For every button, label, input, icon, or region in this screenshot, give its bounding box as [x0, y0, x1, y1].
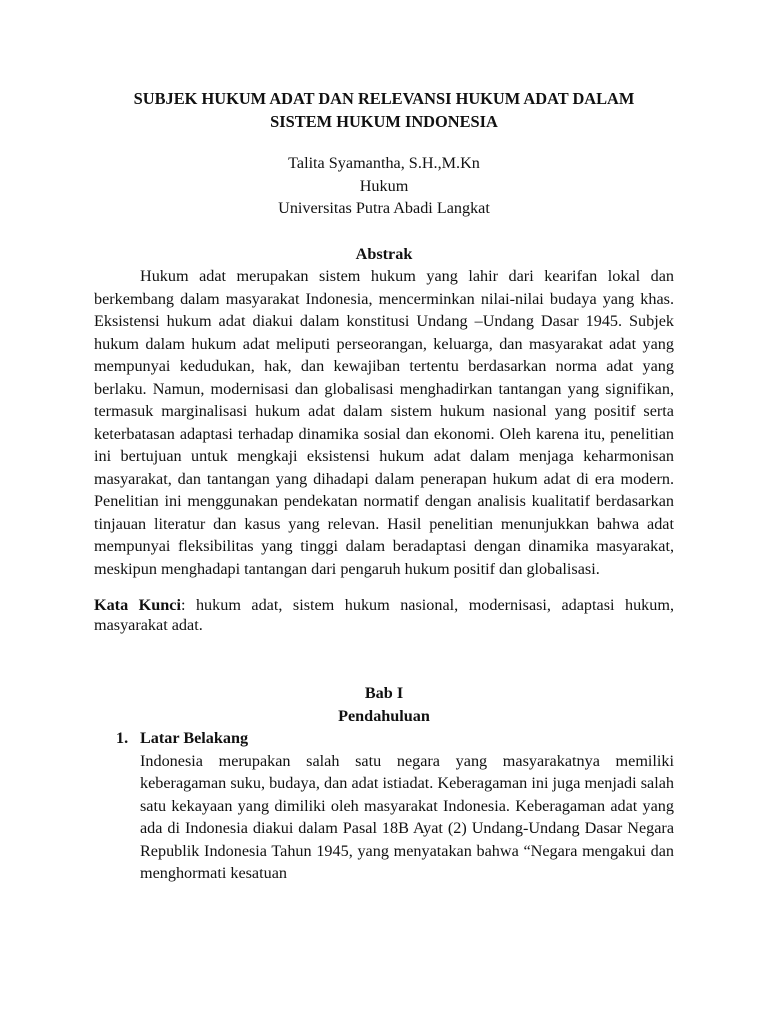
abstract-body: Hukum adat merupakan sistem hukum yang lahir dari kearifan lokal dan berkembang dalam masyarakat Indonesia, mencerminkan nilai-nilai budaya yang khas. Eksistensi hukum adat diakui dalam konstitusi Undang –Undang Dasar 1945. Subjek hukum dalam hukum adat meliputi perseorangan, keluarga, dan masyarakat adat yang mempunyai kedudukan, hak, dan kewajiban tertentu berdasarkan norma adat yang berlaku. Namun, modernisasi dan globalisasi menghadirkan tantangan yang signifikan, termasuk marginalisasi hukum adat dalam sistem hukum nasional yang positif serta keterbatasan adaptasi terhadap dinamika sosial dan ekonomi. Oleh karena itu, penelitian ini bertujuan untuk mengkaji eksistensi hukum adat dalam menjaga keharmonisan masyarakat, dan tantangan yang dihadapi dalam penerapan hukum adat di era modern. Penelitian ini menggunakan pendekatan normatif dengan analisis kualitatif berdasarkan tinjauan literatur dan kasus yang relevan. Hasil penelitian menunjukkan bahwa adat mempunyai fleksibilitas yang tinggi dalam beradaptasi dengan dinamika masyarakat, meskipun menghadapi tantangan dari pengaruh hukum positif dan globalisasi. — [94, 267, 674, 578]
author-block — [94, 152, 674, 220]
paper-title-line1: SUBJEK HUKUM ADAT DAN RELEVANSI HUKUM ADAT DALAM — [133, 89, 635, 108]
paper-page — [94, 88, 674, 885]
paper-title — [94, 88, 674, 133]
keywords-label: Kata Kunci — [94, 596, 181, 614]
chapter-heading — [94, 682, 674, 727]
chapter-number: Bab I — [364, 684, 404, 702]
section-body: Indonesia merupakan salah satu negara yang masyarakatnya memiliki keberagaman suku, budaya, dan adat istiadat. Keberagaman ini juga menjadi salah satu kekayaan yang dimiliki oleh masyarakat Indonesia. Keberagaman adat yang ada di Indonesia diakui dalam Pasal 18B Ayat (2) Undang-Undang Dasar Negara Republik Indonesia Tahun 1945, yang menyatakan bahwa “Negara mengakui dan menghormati kesatuan — [140, 751, 674, 882]
author-affiliation: Universitas Putra Abadi Langkat — [278, 199, 490, 217]
chapter-title: Pendahuluan — [338, 706, 430, 725]
section-item — [94, 727, 674, 885]
section-list — [94, 727, 674, 885]
author-department: Hukum — [359, 176, 409, 195]
keywords — [94, 595, 674, 635]
abstract-heading: Abstrak — [355, 244, 413, 263]
author-name: Talita Syamantha, S.H.,M.Kn — [288, 154, 480, 172]
section-number: 1. — [116, 729, 129, 747]
section-title: Latar Belakang — [140, 729, 249, 747]
paper-title-line2: SISTEM HUKUM INDONESIA — [270, 111, 498, 131]
keywords-text: : hukum adat, sistem hukum nasional, modernisasi, adaptasi hukum, masyarakat adat. — [94, 596, 675, 634]
